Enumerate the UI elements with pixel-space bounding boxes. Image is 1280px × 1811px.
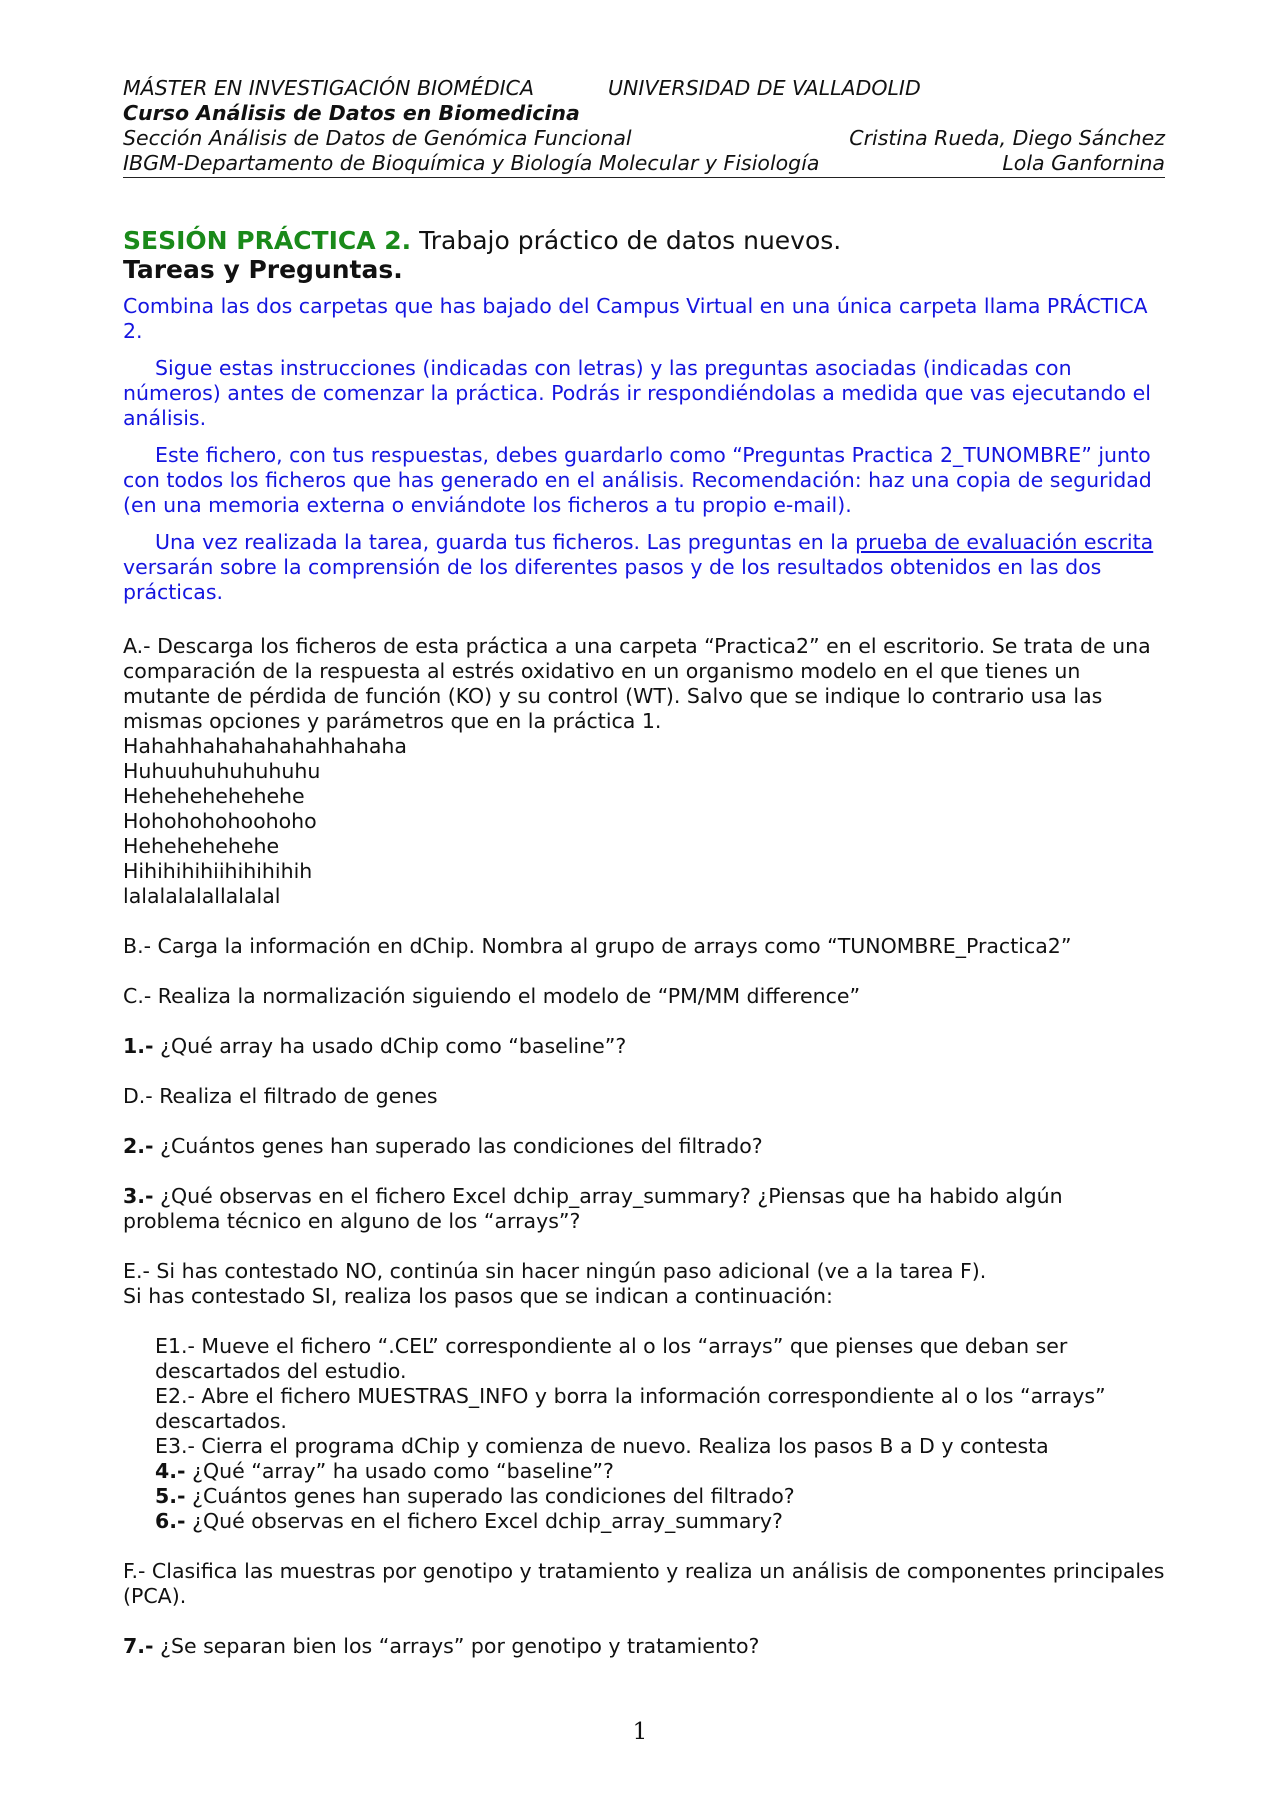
page-number: 1	[632, 1719, 648, 1745]
header-section: Sección Análisis de Datos de Genómica Funcional	[123, 126, 632, 150]
intro-paragraph-2: Sigue estas instrucciones (indicadas con letras) y las preguntas asociadas (indicadas con números) antes de comenzar la práctica. Podrás ir respondiéndolas a medida que vas ejecutando el análisis.	[123, 356, 1151, 430]
question-text: ¿Se separan bien los “arrays” por genotipo y tratamiento?	[153, 1634, 760, 1658]
intro-instructions	[123, 294, 1165, 605]
question-text: ¿Qué observas en el fichero Excel dchip_array_summary?	[185, 1509, 783, 1533]
filler-line: Hahahhahahahahahhahaha	[123, 734, 407, 758]
question-text: ¿Qué array ha usado dChip como “baseline”?	[153, 1034, 627, 1058]
question-number: 4.-	[155, 1459, 186, 1483]
question-number: 7.-	[123, 1634, 154, 1658]
task-a: A.- Descarga los ficheros de esta práctica a una carpeta “Practica2” en el escritorio. Se trata de una comparación de la respuesta al estrés oxidativo en un organismo modelo en el que tienes un mutante de pérdida de función (KO) y su control (WT). Salvo que se indique lo contrario usa las mismas opciones y parámetros que en la práctica 1.	[123, 634, 1151, 733]
session-description: Trabajo práctico de datos nuevos.	[411, 226, 842, 255]
header-master: MÁSTER EN INVESTIGACIÓN BIOMÉDICA	[123, 76, 535, 100]
header-course: Curso Análisis de Datos en Biomedicina	[123, 101, 580, 125]
step-e1: E1.- Mueve el fichero “.CEL” correspondiente al o los “arrays” que pienses que deban ser descartados del estudio.	[155, 1334, 1068, 1383]
session-subtitle: Tareas y Preguntas.	[123, 255, 403, 284]
document-header	[123, 76, 1165, 178]
question-text: ¿Cuántos genes han superado las condiciones del filtrado?	[185, 1484, 795, 1508]
filler-line: Hohohohohoohoho	[123, 809, 317, 833]
question-1	[123, 1034, 1165, 1059]
step-e2: E2.- Abre el fichero MUESTRAS_INFO y borra la información correspondiente al o los “arrays” descartados.	[155, 1384, 1106, 1433]
session-title	[123, 226, 1165, 284]
intro-paragraph-3: Este fichero, con tus respuestas, debes guardarlo como “Preguntas Practica 2_TUNOMBRE” junto con todos los ficheros que has generado en el análisis. Recomendación: haz una copia de seguridad (en una memoria externa o enviándote los ficheros a tu propio e-mail).	[123, 443, 1152, 517]
tasks-section	[123, 634, 1165, 1659]
step-e3: E3.- Cierra el programa dChip y comienza de nuevo. Realiza los pasos B a D y contesta	[155, 1434, 1049, 1458]
question-text: ¿Qué observas en el fichero Excel dchip_array_summary? ¿Piensas que ha habido algún problema técnico en alguno de los “arrays”?	[123, 1184, 1063, 1233]
filler-line: Huhuuhuhuhuhuhu	[123, 759, 321, 783]
evaluation-link[interactable]: prueba de evaluación escrita	[855, 530, 1154, 554]
filler-line: Hihihihihiihihihihih	[123, 859, 313, 883]
intro-p4-text-end: versarán sobre la comprensión de los diferentes pasos y de los resultados obtenidos en las dos prácticas.	[123, 555, 1102, 604]
task-e: E.- Si has contestado NO, continúa sin hacer ningún paso adicional (ve a la tarea F).	[123, 1259, 987, 1283]
filler-line: lalalalalallalalal	[123, 884, 281, 908]
filler-line: Hehehehehehe	[123, 834, 280, 858]
task-f: F.- Clasifica las muestras por genotipo y tratamiento y realiza un análisis de componentes principales (PCA).	[123, 1559, 1165, 1608]
session-label: SESIÓN PRÁCTICA 2.	[123, 226, 412, 255]
task-c: C.- Realiza la normalización siguiendo el modelo de “PM/MM difference”	[123, 984, 861, 1008]
task-e-continuation: Si has contestado SI, realiza los pasos que se indican a continuación:	[123, 1284, 833, 1308]
header-university: UNIVERSIDAD DE VALLADOLID	[608, 76, 921, 100]
task-b: B.- Carga la información en dChip. Nombra al grupo de arrays como “TUNOMBRE_Practica2”	[123, 934, 1072, 958]
question-text: ¿Cuántos genes han superado las condiciones del filtrado?	[153, 1134, 763, 1158]
question-5	[155, 1484, 1165, 1509]
question-number: 3.-	[123, 1184, 154, 1208]
question-3	[123, 1184, 1165, 1234]
document-page	[123, 76, 1165, 1659]
question-4	[155, 1459, 1165, 1484]
header-department: IBGM-Departamento de Bioquímica y Biología Molecular y Fisiología	[123, 151, 820, 175]
task-d: D.- Realiza el filtrado de genes	[123, 1084, 438, 1108]
intro-paragraph-1: Combina las dos carpetas que has bajado del Campus Virtual en una única carpeta llama PRÁCTICA 2.	[123, 294, 1148, 343]
filler-line: Hehehehehehehe	[123, 784, 305, 808]
header-authors: Cristina Rueda, Diego Sánchez	[849, 126, 1165, 150]
question-number: 1.-	[123, 1034, 154, 1058]
question-7	[123, 1634, 1165, 1659]
question-number: 5.-	[155, 1484, 186, 1508]
task-e-steps	[123, 1334, 1165, 1534]
intro-p4-text: Una vez realizada la tarea, guarda tus ficheros. Las preguntas en la	[155, 530, 856, 554]
intro-paragraph-4	[123, 530, 1165, 605]
question-text: ¿Qué “array” ha usado como “baseline”?	[185, 1459, 614, 1483]
question-6	[155, 1509, 1165, 1534]
header-author-2: Lola Ganfornina	[1002, 151, 1165, 175]
question-number: 2.-	[123, 1134, 154, 1158]
question-2	[123, 1134, 1165, 1159]
question-number: 6.-	[155, 1509, 186, 1533]
